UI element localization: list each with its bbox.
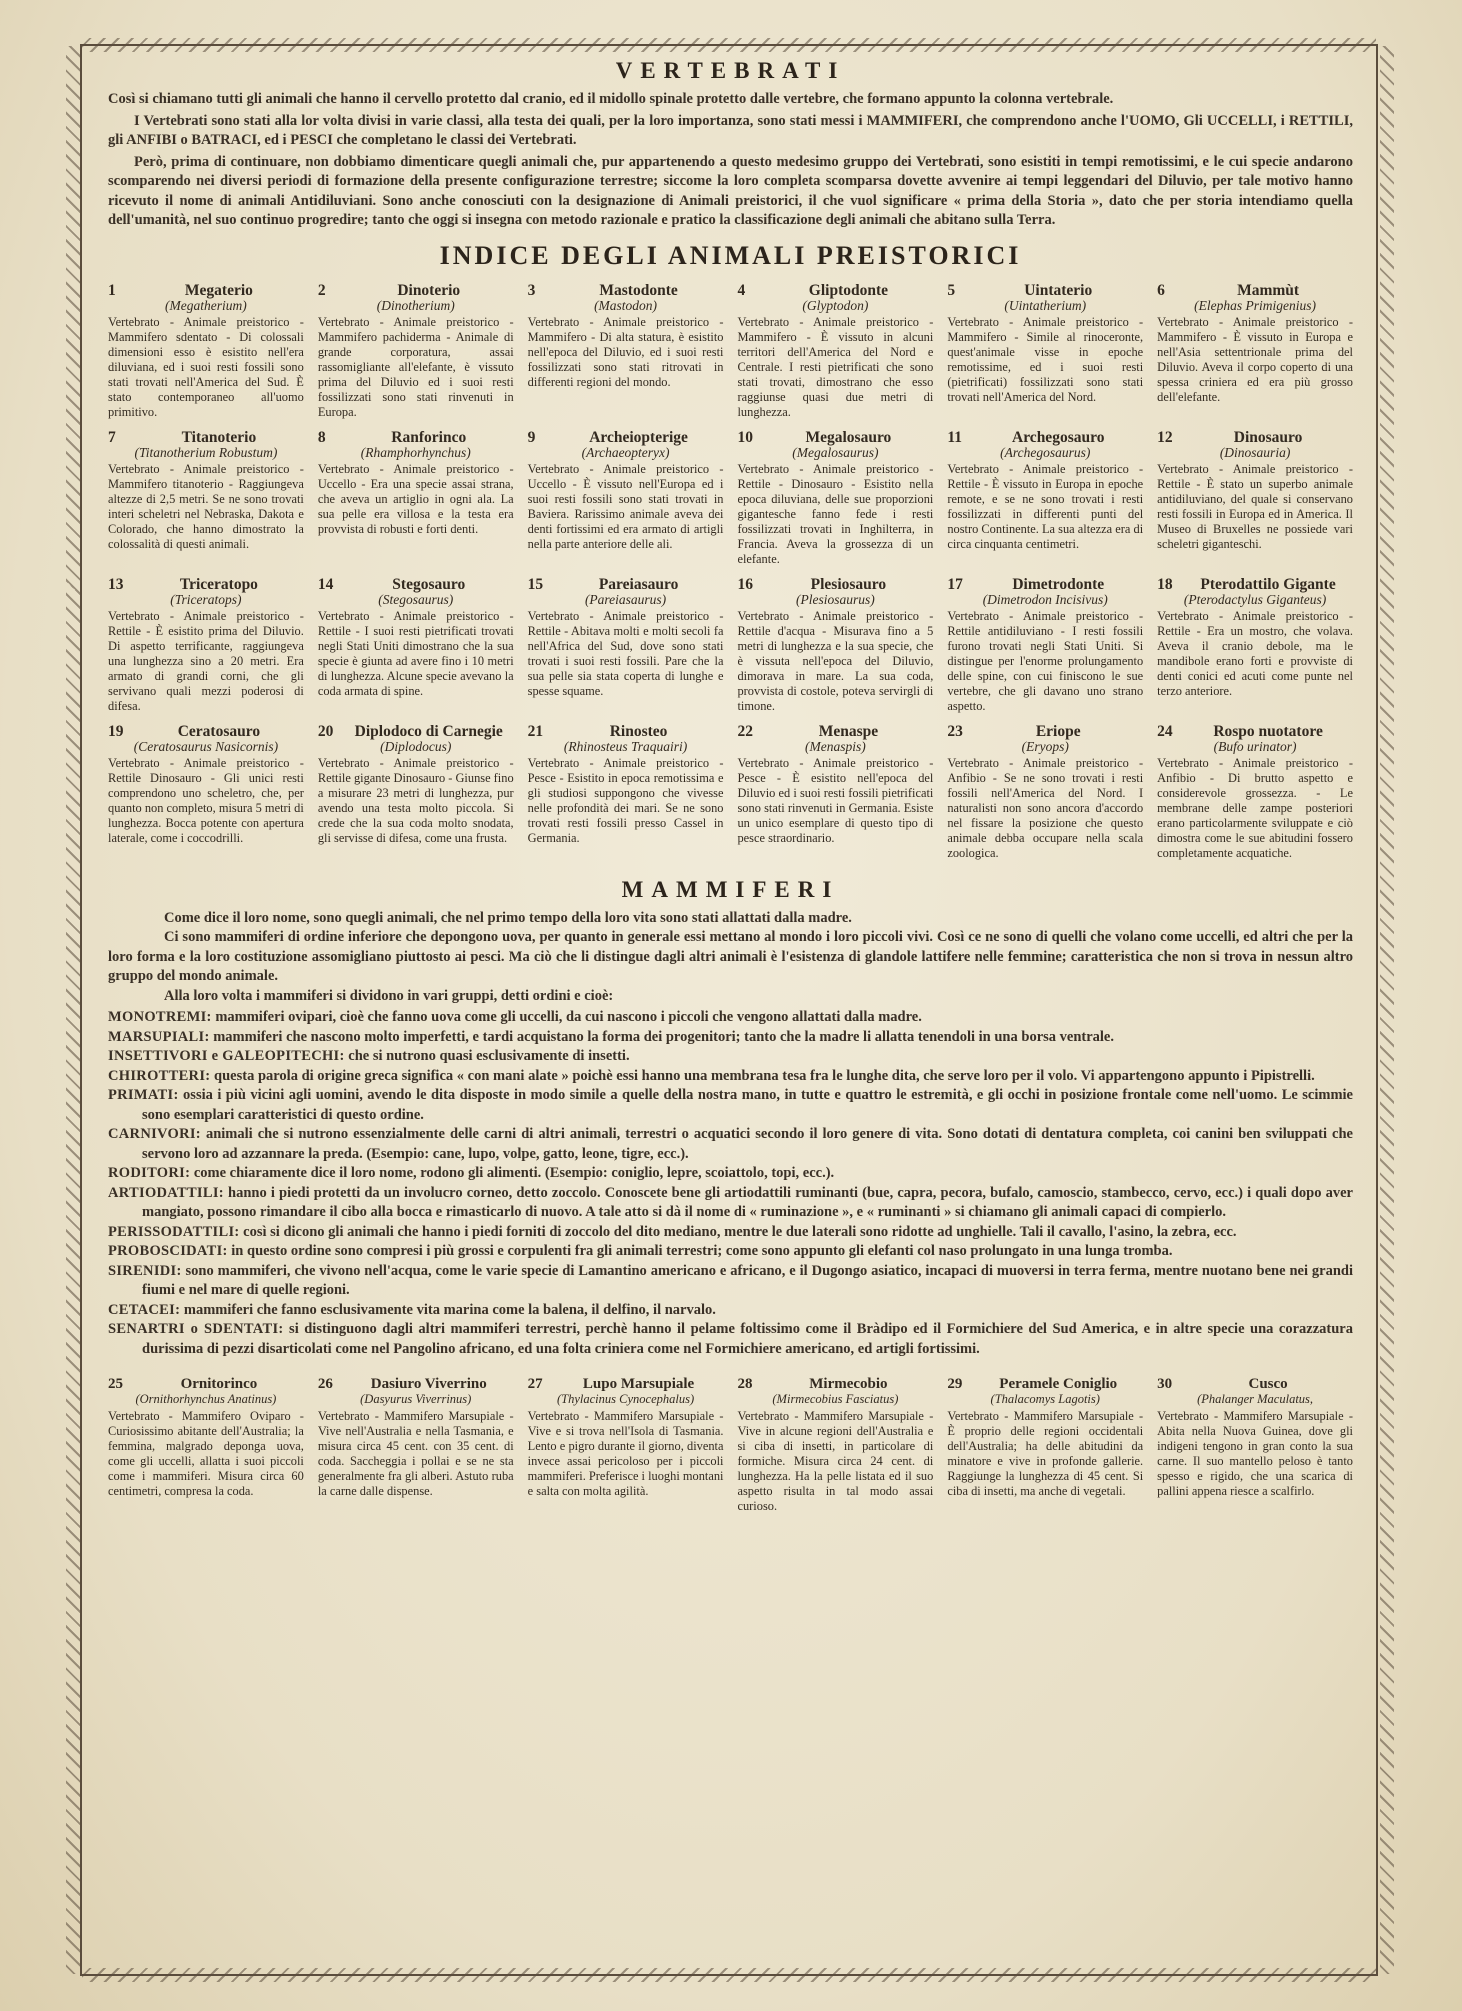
- animal-latin-name: (Uintatherium): [1004, 297, 1087, 313]
- order-description: in questo ordine sono compresi i più grossi e corpulenti fra gli animali terrestri; come sono appunto gli elefanti col naso prolungato in una lunga tromba.: [227, 1243, 1173, 1259]
- intro-paragraph: I Vertebrati sono stati alla lor volta divisi in varie classi, alla testa dei quali, per la loro importanza, sono stati messi i MAMMIFERI, che comprendono anche l'UOMO, Gli UCCELLI, i RETTILI, gli ANFIBI o BATRACI, ed i PESCI che completano le classi dei Vertebrati.: [108, 112, 1353, 148]
- animal-entry: [737, 430, 933, 567]
- animal-heading: [1157, 283, 1353, 298]
- animal-latin-name: (Phalanger Maculatus,: [1197, 1392, 1314, 1406]
- animal-name: Rospo nuotatore: [1213, 722, 1323, 740]
- animal-entry: [737, 283, 933, 420]
- animal-entry: [1157, 430, 1353, 567]
- animal-description: Vertebrato - Animale preistorico - Mammifero - Di alta statura, è esistito nell'epoca del Diluvio, ed i suoi resti fossilizzati sono stati ritrovati in differenti regioni del mondo.: [527, 314, 724, 389]
- animal-latin-name: (Rhamphorhynchus): [360, 444, 471, 460]
- mammiferi-section: [108, 877, 1353, 1515]
- animal-name: Mastodonte: [599, 281, 678, 299]
- animal-description: Vertebrato - Animale preistorico - Rettile - Abitava molti e molti secoli fa nell'Africa del Sud, dove sono stati trovati i suoi resti fossili. Pare che la sua pelle sia stata coperta di lunghe e spesse squame.: [527, 608, 724, 698]
- animal-number: 26: [317, 1376, 333, 1392]
- animal-number: 23: [947, 722, 963, 740]
- animal-heading: [108, 724, 304, 739]
- animal-name: Pareiasauro: [598, 575, 679, 593]
- animal-heading: [318, 430, 514, 445]
- animal-latin-name: (Mastodon): [594, 297, 658, 313]
- animal-description: Vertebrato - Mammifero Marsupiale - Vive e si trova nell'Isola di Tasmania. Lento e pigro durante il giorno, diventa invece assai pericoloso per i piccoli mammiferi. Preferisce i luoghi montani e salta con molta agilità.: [527, 1409, 724, 1498]
- animal-number: 4: [737, 281, 746, 299]
- animal-entry: [318, 283, 514, 420]
- animal-heading: [737, 724, 933, 739]
- animal-heading: [947, 430, 1143, 445]
- animal-heading: [737, 430, 933, 445]
- order-name: MARSUPIALI:: [108, 1028, 210, 1045]
- animal-heading: [947, 577, 1143, 592]
- animal-description: Vertebrato - Animale preistorico - Rettile - Dinosauro - Esistito nella epoca diluviana, delle sue proporzioni gigantesche fanno fede i resti fossilizzati trovati in Inghilterra, in Francia. Aveva la grossezza di un elefante.: [737, 461, 934, 566]
- order-name: PROBOSCIDATI:: [108, 1243, 228, 1259]
- animal-description: Vertebrato - Animale preistorico - Rettile - È esistito prima del Diluvio. Di aspetto terrificante, raggiungeva una lunghezza sino a 20 metri. Era armato di grandi corni, che gli servivano quali mezzi poderosi di difesa.: [108, 608, 304, 713]
- animal-heading: [947, 724, 1143, 739]
- animal-description: Vertebrato - Animale preistorico - Rettile - È stato un superbo animale antidiluviano, del quale si conservano resti fossili in Europa ed in America. Il Museo di Bruxelles ne possiede vari scheletri giganteschi.: [1157, 461, 1353, 551]
- animal-heading: [108, 1377, 304, 1392]
- animal-number: 7: [108, 428, 116, 446]
- animal-number: 22: [737, 722, 753, 740]
- order-description: che si nutrono quasi esclusivamente di insetti.: [344, 1048, 630, 1064]
- animal-latin-name: (Ornithorhynchus Anatinus): [135, 1392, 277, 1406]
- animal-description: Vertebrato - Mammifero Marsupiale - Vive nell'Australia e nella Tasmania, e misura circa 45 cent. con 35 cent. di coda. Saccheggia i pollai e se ne sta generalmente fra gli alberi. Astuto ruba la carne dalle dispense.: [317, 1409, 514, 1498]
- order-description: così si dicono gli animali che hanno i piedi forniti di zoccolo del dito mediano, mentre le due laterali sono ridotte ad unghielle. Tali il cavallo, l'asino, la zebra, ecc.: [239, 1223, 1237, 1240]
- animal-description: Vertebrato - Animale preistorico - Rettile - Era un mostro, che volava. Aveva il cranio debole, ma le mandibole erano forti e provviste di denti conici ed acuti come punte nel terzo anteriore.: [1157, 608, 1353, 698]
- mammal-order: [108, 1320, 1353, 1359]
- animal-number: 25: [108, 1376, 123, 1392]
- order-name: RODITORI:: [108, 1165, 191, 1181]
- animal-heading: [1157, 430, 1353, 445]
- animal-entry: [108, 283, 304, 420]
- animal-heading: [318, 724, 514, 739]
- animal-name: Dinoterio: [397, 281, 461, 299]
- mammal-order: [108, 1086, 1353, 1125]
- animal-description: Vertebrato - Animale preistorico - Mammifero - È vissuto in Europa e nell'Asia settentrionale prima del Diluvio. Aveva il corpo coperto di una spessa criniera ed era più grosso dell'elefante.: [1157, 314, 1353, 404]
- animal-latin-name: (Archaeopteryx): [581, 444, 670, 460]
- vertebrati-intro: [108, 90, 1353, 231]
- order-name: SENARTRI o SDENTATI:: [108, 1321, 284, 1337]
- animal-heading: [108, 430, 304, 445]
- animal-entry: [1157, 724, 1353, 861]
- animal-heading: [318, 283, 514, 298]
- animal-name: Diplodoco di Carnegie: [354, 722, 503, 740]
- animal-number: 11: [947, 428, 962, 446]
- animal-latin-name: (Ceratosaurus Nasicornis): [133, 738, 279, 754]
- animal-heading: [528, 430, 724, 445]
- animal-latin-name: (Diplodocus): [380, 738, 452, 754]
- animal-number: 3: [527, 281, 536, 299]
- mammal-animals-grid: [108, 1377, 1353, 1514]
- animal-heading: [1157, 1377, 1353, 1392]
- animal-number: 18: [1157, 575, 1173, 593]
- animal-name: Uintaterio: [1024, 281, 1093, 299]
- animal-description: Vertebrato - Animale preistorico - Anfibio - Se ne sono trovati i resti fossili nell'America del Nord. I naturalisti non sono ancora d'accordo nel fissare la posizione che questo animale debba occupare nella scala zoologica.: [947, 755, 1144, 860]
- animal-number: 24: [1157, 722, 1173, 740]
- animal-entry: [1157, 1377, 1353, 1514]
- animal-heading: [528, 1377, 724, 1392]
- animal-entry: [528, 1377, 724, 1514]
- animal-number: 28: [737, 1376, 753, 1392]
- animal-description: Vertebrato - Mammifero Marsupiale - Vive in alcune regioni dell'Australia e si ciba di insetti, in particolare di formiche. Misura circa 24 cent. di lunghezza. Ha la pelle listata ed il suo aspetto risulta in tal modo assai curioso.: [737, 1409, 934, 1513]
- right-border-ornament: [1380, 46, 1394, 1974]
- animal-name: Triceratopo: [179, 575, 258, 593]
- animal-entry: [318, 724, 514, 861]
- animal-latin-name: (Thylacinus Cynocephalus): [557, 1392, 695, 1406]
- animal-name: Dasiuro Viverrino: [370, 1376, 487, 1392]
- page-content: [108, 52, 1353, 1962]
- animal-name: Ornitorinco: [180, 1376, 258, 1392]
- intro-paragraph: Così si chiamano tutti gli animali che hanno il cervello protetto dal cranio, ed il midollo spinale protetto dalle vertebre, che formano appunto la colonna vertebrale.: [108, 91, 1114, 107]
- mammal-order: [108, 1164, 1353, 1184]
- animal-latin-name: (Titanotherium Robustum): [134, 444, 278, 460]
- animal-description: Vertebrato - Animale preistorico - Rettile antidiluviano - I resti fossili furono trovati negli Stati Uniti. Si distingue per l'enorme prolungamento delle spine, con cui finiscono le sue vertebre, che gli davano uno strano aspetto.: [947, 608, 1144, 713]
- animal-latin-name: (Megalosaurus): [792, 444, 879, 460]
- order-description: come chiaramente dice il loro nome, rodono gli alimenti. (Esempio: coniglio, lepre, scoiattolo, topi, ecc.).: [190, 1165, 835, 1181]
- animal-entry: [318, 1377, 514, 1514]
- animal-latin-name: (Stegosaurus): [378, 591, 454, 607]
- animal-description: Vertebrato - Animale preistorico - Pesce - È esistito nell'epoca del Diluvio ed i suoi resti fossili pietrificati sono stati rinvenuti in Germania. Esiste un unico esemplare di questo tipo di pesce straordinario.: [737, 755, 934, 845]
- order-description: mammiferi che fanno esclusivamente vita marina come la balena, il delfino, il narvalo.: [180, 1301, 716, 1318]
- animal-entry: [318, 430, 514, 567]
- animal-latin-name: (Thalacomys Lagotis): [990, 1392, 1100, 1406]
- order-description: mammiferi che nascono molto imperfetti, e tardi acquistano la forma dei progenitori; tanto che la madre li allatta tenendoli in una borsa ventrale.: [209, 1028, 1114, 1045]
- animal-number: 12: [1157, 428, 1173, 446]
- order-description: questa parola di origine greca significa « con mani alate » poichè essi hanno una membrana tesa fra le lunghe dita, che serve loro per il volo. Vi appartengono appunto i Pipistrelli.: [210, 1067, 1315, 1084]
- animal-latin-name: (Glyptodon): [802, 297, 869, 313]
- animal-number: 30: [1157, 1376, 1173, 1392]
- order-description: animali che si nutrono essenzialmente delle carni di altri animali, terrestri o acquatici secondo il loro genere di vita. Sono dotati di dentatura completa, coi canini ben sviluppati che servono loro ad azzannare la preda. (Esempio: cane, lupo, volpe, gatto, leone, tigre, ecc.).: [142, 1126, 1353, 1162]
- mammiferi-title: MAMMIFERI: [621, 876, 840, 902]
- animal-name: Megaterio: [184, 281, 253, 299]
- order-name: PERISSODATTILI:: [108, 1223, 240, 1240]
- animal-description: Vertebrato - Mammifero Marsupiale - È proprio delle regioni occidentali dell'Australia; ha delle abitudini da minatore e vive in profonde gallerie. Raggiunge la lunghezza di 45 cent. Si ciba di insetti, ma anche di vegetali.: [947, 1409, 1144, 1498]
- animal-name: Titanoterio: [181, 428, 257, 446]
- mammal-order: [108, 1047, 1353, 1067]
- animal-number: 27: [527, 1376, 543, 1392]
- animal-entry: [1157, 283, 1353, 420]
- animal-number: 13: [108, 575, 124, 593]
- animal-number: 20: [317, 722, 334, 740]
- animal-description: Vertebrato - Animale preistorico - Rettile Dinosauro - Gli unici resti comprendono uno scheletro, che, per quanto non completo, misura 5 metri di lunghezza. Bocca potente con apertura laterale, come i coccodrilli.: [108, 755, 304, 845]
- mammal-order: [108, 1223, 1353, 1243]
- animal-latin-name: (Dasyurus Viverrinus): [360, 1392, 472, 1406]
- animal-entry: [947, 430, 1143, 567]
- mammal-order: [108, 1184, 1353, 1223]
- animal-entry: [737, 1377, 933, 1514]
- animal-heading: [1157, 724, 1353, 739]
- animal-latin-name: (Dinotherium): [376, 297, 455, 313]
- animal-entry: [947, 1377, 1143, 1514]
- animal-number: 2: [317, 281, 326, 299]
- animal-latin-name: (Bufo urinator): [1213, 738, 1297, 754]
- animal-heading: [947, 283, 1143, 298]
- animal-number: 19: [108, 722, 124, 740]
- animal-entry: [528, 430, 724, 567]
- mammal-order: [108, 1301, 1353, 1321]
- order-name: PRIMATI:: [108, 1087, 179, 1103]
- animal-number: 1: [108, 281, 116, 299]
- order-name: ARTIODATTILI:: [108, 1184, 224, 1201]
- animal-entry: [108, 1377, 304, 1514]
- animal-description: Vertebrato - Animale preistorico - Rettile gigante Dinosauro - Giunse fino a misurare 23 metri di lunghezza, pur avendo una testa molto piccola. Si crede che la sua coda molto snodata, gli servisse di difesa, come una frusta.: [317, 755, 514, 845]
- animal-number: 10: [737, 428, 753, 446]
- order-description: si distinguono dagli altri mammiferi terrestri, perchè hanno il pelame foltissimo come il Bràdipo ed il Formichiere del Sud America, e in altre specie una corazzatura durissima di pezzi disarticolati come nel Pangolino africano, ed una folta criniera come nel Formichiere americano, ed artigli fortissimi.: [142, 1321, 1353, 1357]
- mammal-order: [108, 1067, 1353, 1087]
- animal-name: Megalosauro: [805, 428, 892, 446]
- mammal-order: [108, 1242, 1353, 1262]
- animal-heading: [108, 283, 304, 298]
- animal-heading: [737, 283, 933, 298]
- animal-name: Dimetrodonte: [1012, 575, 1105, 593]
- mammal-orders-list: [108, 1008, 1353, 1359]
- animal-latin-name: (Pareiasaurus): [584, 591, 667, 607]
- animal-entry: [737, 577, 933, 714]
- index-title: INDICE DEGLI ANIMALI PREISTORICI: [439, 240, 1022, 270]
- order-description: sono mammiferi, che vivono nell'acqua, come le varie specie di Lamantino americano e africano, e il Dugongo asiatico, incapaci di muoversi in terra ferma, mentre nuotano bene nei grandi fiumi e nel mare di quelle regioni.: [142, 1262, 1353, 1298]
- order-name: CARNIVORI:: [108, 1126, 201, 1142]
- animal-heading: [947, 1377, 1143, 1392]
- animal-description: Vertebrato - Animale preistorico - Pesce - Esistito in epoca remotissima e gli studiosi suppongono che vivesse nelle profondità dei mari. Se ne sono trovati resti fossili presso Cassel in Germania.: [527, 755, 724, 845]
- animal-name: Archeiopterige: [589, 428, 688, 446]
- mammal-order: [108, 1262, 1353, 1301]
- order-description: hanno i piedi protetti da un involucro corneo, detto zoccolo. Conoscete bene gli artiodattili ruminanti (bue, capra, pecora, bufalo, camoscio, stambecco, cervo, ecc.) i quali dopo aver mangiato, possono rimandare il cibo alla bocca e rimasticarlo di nuovo. A tale atto si dà il nome di « ruminazione », e « ruminanti » si chiamano gli animali capaci di compierlo.: [142, 1184, 1353, 1220]
- animal-latin-name: (Dinosauria): [1219, 444, 1291, 460]
- order-name: CHIROTTERI:: [108, 1067, 211, 1084]
- animal-number: 6: [1157, 281, 1165, 299]
- animal-description: Vertebrato - Animale preistorico - Anfibio - Di brutto aspetto e considerevole grossezza. - Le membrane delle zampe posteriori erano particolarmente sviluppate e ciò dimostra come le sue abitudini fossero completamente acquatiche.: [1157, 755, 1353, 860]
- animal-name: Gliptodonte: [808, 281, 889, 299]
- animal-name: Pterodattilo Gigante: [1200, 575, 1336, 593]
- left-border-ornament: [66, 46, 80, 1974]
- animal-number: 14: [317, 575, 334, 593]
- animal-description: Vertebrato - Animale preistorico - Uccello - È vissuto nell'Europa ed i suoi resti fossili sono stati trovati in Baviera. Rarissimo animale aveva dei denti fortissimi ed era armato di artigli nella parte anteriore delle ali.: [527, 461, 724, 551]
- animal-name: Archegosauro: [1012, 428, 1105, 446]
- animal-description: Vertebrato - Animale preistorico - Rettile d'acqua - Misurava fino a 5 metri di lunghezza e la sua specie, che è vissuta nell'epoca del Diluvio, dimorava in mare. La sua coda, provvista di costole, poteva servirgli di timone.: [737, 608, 934, 713]
- animal-description: Vertebrato - Animale preistorico - Mammifero - È vissuto in alcuni territori dell'America del Nord e Centrale. I resti pietrificati che sono stati trovati, dimostrano che esso raggiunse quasi due metri di lunghezza.: [737, 314, 934, 419]
- animal-description: Vertebrato - Animale preistorico - Mammifero sdentato - Di colossali dimensioni esso è esistito nell'era diluviana, ed i suoi resti fossili sono stati trovati nell'America del Sud. È stato contemporaneo all'uomo primitivo.: [108, 314, 304, 419]
- animal-entry: [108, 724, 304, 861]
- animal-description: Vertebrato - Mammifero Oviparo - Curiosissimo abitante dell'Australia; la femmina, malgrado deponga uova, come gli uccelli, allatta i suoi piccoli come i mammiferi. Misura circa 60 centimetri, compresa la coda.: [108, 1409, 304, 1498]
- animal-entry: [737, 724, 933, 861]
- animal-name: Ranforinco: [391, 428, 467, 446]
- animal-latin-name: (Plesiosaurus): [796, 591, 875, 607]
- animal-latin-name: (Triceratops): [170, 591, 242, 607]
- animal-entry: [947, 724, 1143, 861]
- animal-latin-name: (Dimetrodon Incisivus): [982, 591, 1108, 607]
- mammal-order: [108, 1008, 1353, 1028]
- lead-paragraph: Alla loro volta i mammiferi si dividono in vari gruppi, detti ordini e cioè:: [164, 987, 614, 1004]
- animal-name: Cusco: [1248, 1376, 1288, 1392]
- animal-latin-name: (Eryops): [1021, 738, 1069, 754]
- animal-entry: [1157, 577, 1353, 714]
- animal-name: Mammùt: [1237, 281, 1300, 299]
- animal-heading: [318, 577, 514, 592]
- animal-heading: [737, 577, 933, 592]
- animal-number: 17: [947, 575, 963, 593]
- lead-paragraph: Come dice il loro nome, sono quegli animali, che nel primo tempo della loro vita sono stati allattati dalla madre.: [164, 909, 852, 926]
- animal-latin-name: (Archegosaurus): [1000, 444, 1091, 460]
- order-name: SIRENIDI:: [108, 1262, 182, 1279]
- animal-heading: [108, 577, 304, 592]
- order-description: mammiferi ovipari, cioè che fanno uova come gli uccelli, da cui nascono i piccoli che vengono allattati dalla madre.: [211, 1009, 922, 1025]
- animal-number: 15: [527, 575, 544, 593]
- animal-entry: [528, 577, 724, 714]
- mammiferi-lead: [108, 909, 1353, 1007]
- animal-name: Eriope: [1035, 722, 1081, 740]
- animal-name: Menaspe: [818, 722, 879, 740]
- mammal-order: [108, 1028, 1353, 1048]
- animal-description: Vertebrato - Animale preistorico - Mammifero - Simile al rinoceronte, quest'animale visse in epoche remotissime, ed i suoi resti (pietrificati) fossilizzati sono stati trovati nell'America del Nord.: [947, 314, 1144, 404]
- animal-entry: [318, 577, 514, 714]
- animal-description: Vertebrato - Animale preistorico - Uccello - Era una specie assai strana, che aveva un artiglio in ogni ala. La sua pelle era villosa e la testa era provvista di robusti e forti denti.: [317, 461, 514, 536]
- animal-description: Vertebrato - Animale preistorico - Mammifero pachiderma - Animale di grande corporatura, assai rassomigliante all'elefante, è vissuto prima del Diluvio ed i suoi resti fossilizzati sono stati rinvenuti in Europa.: [317, 314, 514, 419]
- animal-description: Vertebrato - Animale preistorico - Rettile - È vissuto in Europa in epoche remote, e se ne sono trovati i resti fossilizzati in differenti punti del nostro Continente. La sua altezza era di circa cinquanta centimetri.: [947, 461, 1144, 551]
- animal-number: 29: [947, 1376, 963, 1392]
- animal-latin-name: (Menaspis): [805, 738, 866, 754]
- animal-name: Stegosauro: [392, 575, 466, 593]
- animal-name: Lupo Marsupiale: [582, 1376, 695, 1392]
- animal-name: Rinosteo: [609, 722, 668, 740]
- animal-description: Vertebrato - Animale preistorico - Mammifero titanoterio - Raggiungeva altezze di 2,5 metri. Se ne sono trovati interi scheletri nel Nebraska, Dakota e Colorado, che hanno dimostrato la colossalità di questi animali.: [108, 461, 304, 551]
- animal-heading: [318, 1377, 514, 1392]
- animal-latin-name: (Pterodactylus Giganteus): [1183, 591, 1327, 607]
- animal-description: Vertebrato - Animale preistorico - Rettile - I suoi resti pietrificati trovati negli Stati Uniti dimostrano che la sua specie è giunta ad avere fino i 10 metri di lunghezza. Alcune specie avevano la coda armata di spine.: [317, 608, 514, 698]
- mammal-order: [108, 1125, 1353, 1164]
- animal-heading: [737, 1377, 933, 1392]
- animal-number: 5: [947, 281, 956, 299]
- animal-entry: [108, 577, 304, 714]
- prehistoric-animals-grid: [108, 283, 1353, 861]
- lead-paragraph: Ci sono mammiferi di ordine inferiore che depongono uova, per quanto in generale essi mettano al mondo i loro piccoli vivi. Così ce ne sono di quelli che volano come uccelli, ed altri che per la loro forma e la loro costituzione assomigliano piuttosto ai pesci. Ma ciò che li distingue dagli altri animali è l'esistenza di glandole lattifere nelle femmine; caratteristica che non si trova in nessun altro gruppo del mondo animale.: [108, 929, 1353, 984]
- order-name: MONOTREMI:: [108, 1009, 212, 1025]
- animal-name: Plesiosauro: [810, 575, 887, 593]
- animal-entry: [528, 283, 724, 420]
- animal-name: Peramele Coniglio: [999, 1376, 1118, 1392]
- vertebrati-title: VERTEBRATI: [615, 58, 846, 83]
- order-description: ossia i più vicini agli uomini, avendo le dita disposte in modo simile a quelle della nostra mano, in tutte e quattro le estremità, e gli occhi in posizione frontale come nell'uomo. Le scimmie sono esemplari caratteristici di questo ordine.: [142, 1087, 1353, 1123]
- animal-description: Vertebrato - Mammifero Marsupiale - Abita nella Nuova Guinea, dove gli indigeni tengono in gran conto la sua carne. Il suo mantello peloso è tanto spesso e rigido, che una scarica di pallini appena riesce a scalfirlo.: [1157, 1409, 1353, 1498]
- animal-latin-name: (Elephas Primigenius): [1194, 297, 1316, 313]
- animal-number: 9: [527, 428, 536, 446]
- animal-number: 21: [527, 722, 544, 740]
- animal-entry: [528, 724, 724, 861]
- order-name: INSETTIVORI e GALEOPITECHI:: [108, 1048, 345, 1064]
- animal-number: 16: [737, 575, 753, 593]
- animal-name: Dinosauro: [1233, 428, 1303, 446]
- animal-heading: [528, 283, 724, 298]
- animal-entry: [108, 430, 304, 567]
- animal-heading: [528, 724, 724, 739]
- animal-entry: [947, 577, 1143, 714]
- animal-latin-name: (Rhinosteus Traquairi): [563, 738, 688, 754]
- animal-heading: [1157, 577, 1353, 592]
- animal-name: Mirmecobio: [809, 1376, 888, 1392]
- animal-name: Ceratosauro: [177, 722, 261, 740]
- animal-latin-name: (Mirmecobius Fasciatus): [772, 1392, 899, 1406]
- animal-number: 8: [317, 428, 326, 446]
- animal-heading: [528, 577, 724, 592]
- animal-entry: [947, 283, 1143, 420]
- intro-paragraph: Però, prima di continuare, non dobbiamo dimenticare quegli animali che, pur appartenendo a questo medesimo gruppo dei Vertebrati, sono esistiti in tempi remotissimi, e le cui specie andarono scomparendo nei diversi periodi di formazione della presente configurazione terrestre; siccome la loro completa scomparsa dovette avvenire ai tempi leggendari del Diluvio, per tale motivo hanno ricevuto il nome di animali Antidiluviani. Sono anche conosciuti con la designazione di Animali preistorici, il che vuol significare « prima della Storia », dato che per storia intendiamo quella dell'umanità, nel suo continuo progredire; tanto che oggi si insegna con metodo razionale e pratico la classificazione degli animali che abitano sulla Terra.: [108, 153, 1353, 228]
- order-name: CETACEI:: [108, 1301, 181, 1318]
- animal-latin-name: (Megatherium): [165, 297, 247, 313]
